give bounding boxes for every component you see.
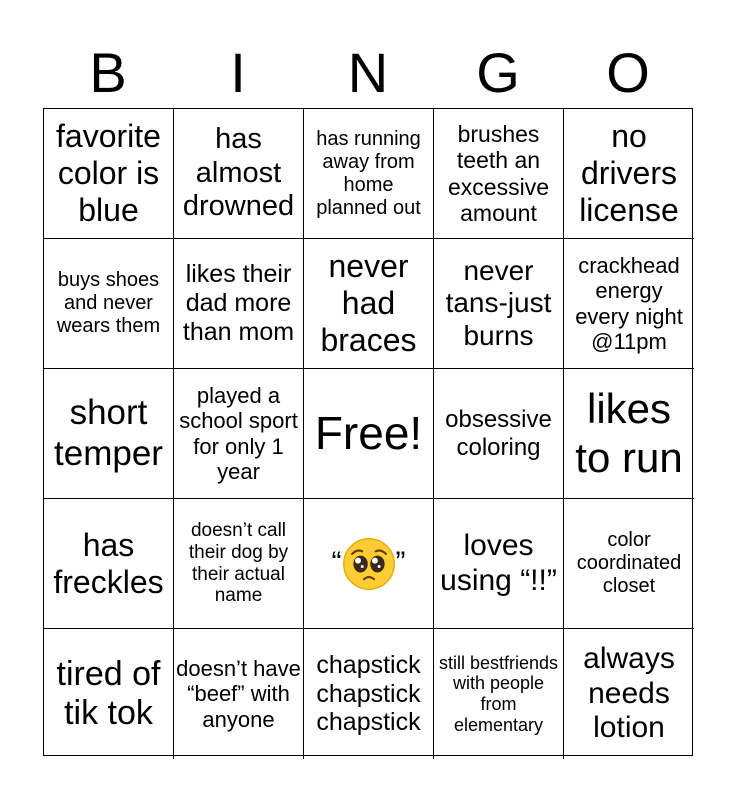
bingo-cell-text: crackhead energy every night @11pm	[575, 252, 683, 354]
bingo-cell[interactable]	[304, 369, 434, 499]
bingo-cell[interactable]	[434, 109, 564, 239]
bingo-cell[interactable]	[564, 369, 694, 499]
bingo-cell-text	[332, 537, 406, 591]
bingo-cell[interactable]	[304, 239, 434, 369]
bingo-header	[43, 38, 693, 108]
bingo-cell-text: chapstick chapstick chapstick	[316, 650, 421, 737]
bingo-cell-text: has freckles	[53, 526, 164, 600]
bingo-cell-text: doesn’t call their dog by their actual name	[188, 519, 289, 607]
bingo-cell-text: never had braces	[320, 248, 417, 358]
bingo-cell-text: buys shoes and never wears them	[56, 269, 161, 337]
bingo-cell-text: likes to run	[575, 385, 683, 481]
bingo-cell[interactable]	[434, 239, 564, 369]
bingo-cell[interactable]	[564, 109, 694, 239]
bingo-cell[interactable]	[174, 369, 304, 499]
bingo-cell-text: has running away from home planned out	[316, 127, 421, 219]
bingo-cell-text: tired of tik tok	[56, 654, 161, 732]
bingo-letter-g: G	[476, 41, 520, 104]
bingo-cell[interactable]	[44, 499, 174, 629]
bingo-cell-text: brushes teeth an excessive amount	[448, 120, 549, 226]
bingo-cell-text: no drivers license	[579, 118, 679, 228]
bingo-cell[interactable]	[174, 499, 304, 629]
bingo-cell[interactable]	[44, 369, 174, 499]
bingo-cell-text: Free!	[314, 407, 423, 460]
bingo-cell[interactable]	[174, 629, 304, 759]
bingo-cell[interactable]	[304, 629, 434, 759]
bingo-cell[interactable]	[434, 499, 564, 629]
bingo-cell-text: loves using “!!”	[440, 529, 557, 597]
bingo-cell[interactable]	[44, 629, 174, 759]
bingo-cell[interactable]	[564, 629, 694, 759]
bingo-letter-b: B	[89, 41, 127, 104]
pleading-face-emoji-icon	[342, 537, 396, 591]
bingo-cell-text: favorite color is blue	[56, 118, 161, 228]
bingo-cell[interactable]	[564, 499, 694, 629]
bingo-cell-text: color coordinated closet	[576, 529, 682, 597]
bingo-cell[interactable]	[434, 629, 564, 759]
bingo-cell[interactable]	[564, 239, 694, 369]
open-quote: “	[331, 546, 342, 580]
bingo-cell-text: still bestfriends with people from elementary	[438, 652, 559, 735]
bingo-cell[interactable]	[304, 499, 434, 629]
bingo-letter-i: I	[230, 41, 246, 104]
bingo-cell[interactable]	[44, 239, 174, 369]
bingo-cell[interactable]	[44, 109, 174, 239]
bingo-cell[interactable]	[304, 109, 434, 239]
bingo-board	[43, 108, 693, 756]
bingo-cell[interactable]	[174, 239, 304, 369]
bingo-cell-text: has almost drowned	[182, 123, 295, 223]
bingo-cell-text: short temper	[54, 393, 163, 473]
bingo-letter-n: N	[347, 41, 389, 104]
bingo-cell[interactable]	[174, 109, 304, 239]
bingo-cell-text: always needs lotion	[583, 642, 675, 745]
bingo-cell-text: played a school sport for only 1 year	[179, 382, 298, 484]
bingo-cell-text: never tans-just burns	[445, 255, 552, 351]
bingo-cell-text: obsessive coloring	[445, 405, 552, 461]
close-quote: ”	[395, 546, 406, 580]
bingo-cell-text: doesn’t have “beef” with anyone	[176, 656, 301, 732]
bingo-cell-text: likes their dad more than mom	[182, 260, 295, 346]
bingo-letter-o: O	[606, 41, 650, 104]
bingo-cell[interactable]	[434, 369, 564, 499]
